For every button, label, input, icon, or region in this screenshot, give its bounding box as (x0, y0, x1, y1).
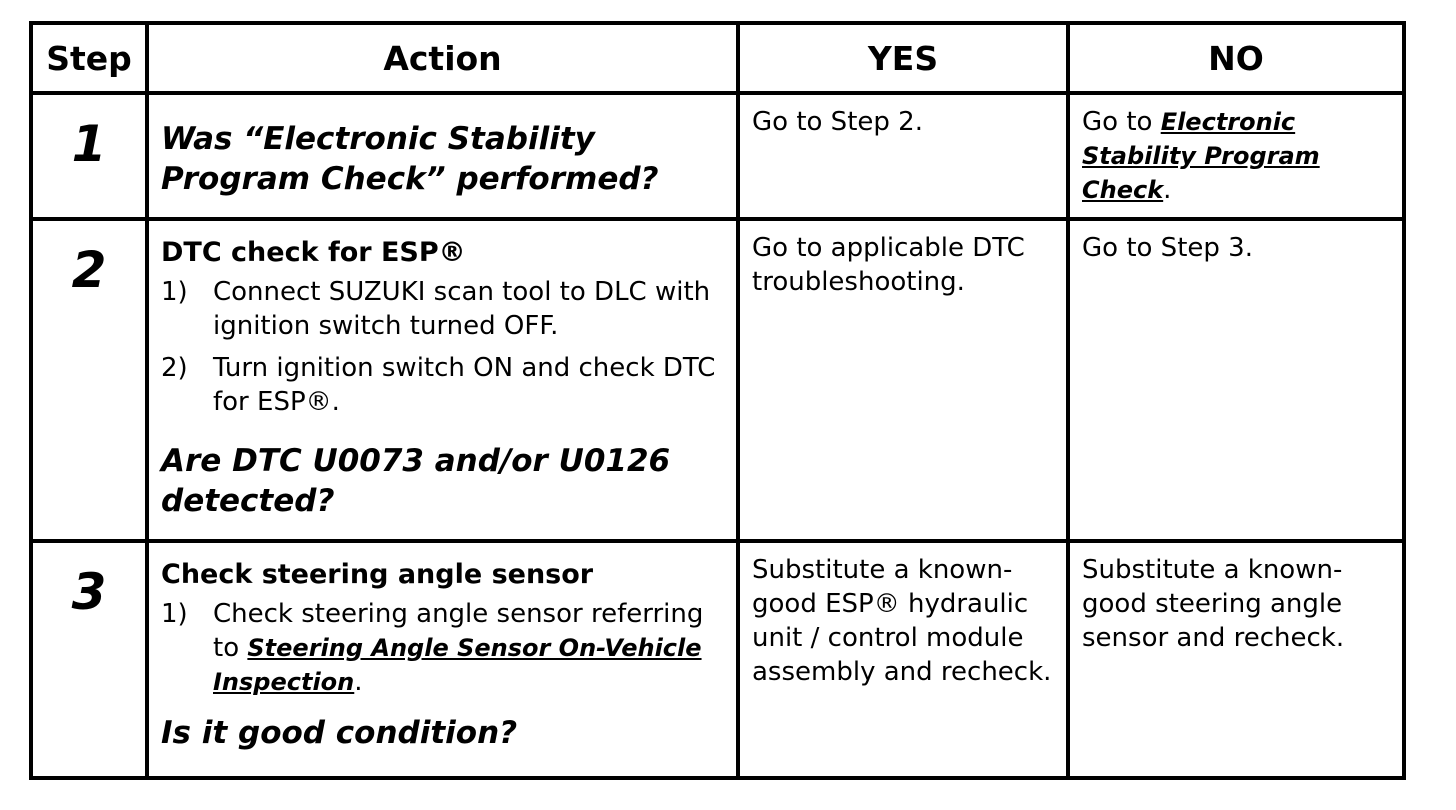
substep-item (161, 351, 724, 419)
header-yes: YES (738, 23, 1068, 93)
yes-cell (738, 93, 1068, 219)
yes-text: Substitute a known-good ESP® hydraulic unit / control module assembly and recheck. (752, 555, 1052, 687)
action-cell (147, 219, 738, 541)
question-text: Are DTC U0073 and/or U0126 detected? (161, 443, 671, 519)
header-row (31, 23, 1404, 93)
substep-text: Connect SUZUKI scan tool to DLC with ignition switch turned OFF. (213, 277, 711, 341)
action-heading: DTC check for ESP® (161, 237, 466, 268)
step-cell (31, 93, 147, 219)
substep-text: Check steering angle sensor referring to (213, 599, 704, 663)
esp-check-link[interactable]: Electronic Stability Program Check (1082, 108, 1320, 204)
question-text: Was “Electronic Stability Program Check” performed? (161, 121, 659, 197)
table-row (31, 219, 1404, 541)
substep-suffix: . (354, 667, 363, 697)
no-text: Go to Step 3. (1082, 233, 1253, 263)
substep-list (161, 275, 724, 419)
header-action: Action (147, 23, 738, 93)
substep-number: 1) (161, 599, 188, 629)
step-cell (31, 541, 147, 778)
question-text: Is it good condition? (161, 715, 518, 751)
yes-cell (738, 219, 1068, 541)
action-heading: Check steering angle sensor (161, 559, 594, 590)
action-cell (147, 541, 738, 778)
header-step: Step (31, 23, 147, 93)
substep-item (161, 597, 724, 699)
yes-text: Go to Step 2. (752, 107, 923, 137)
step-number: 2 (71, 241, 107, 299)
header-no: NO (1068, 23, 1404, 93)
steering-sensor-inspection-link[interactable]: Steering Angle Sensor On-Vehicle Inspection (213, 634, 702, 696)
substep-number: 1) (161, 277, 188, 307)
action-cell (147, 93, 738, 219)
table-row (31, 93, 1404, 219)
yes-cell (738, 541, 1068, 778)
no-cell (1068, 219, 1404, 541)
substep-text: Turn ignition switch ON and check DTC for ESP®. (213, 353, 716, 417)
substep-number: 2) (161, 353, 188, 383)
no-cell (1068, 541, 1404, 778)
table-row (31, 541, 1404, 778)
no-text-suffix: . (1163, 175, 1172, 205)
no-text: Substitute a known-good steering angle sensor and recheck. (1082, 555, 1345, 653)
step-number: 3 (71, 563, 107, 621)
substep-item (161, 275, 724, 343)
step-number: 1 (71, 115, 107, 173)
no-text-prefix: Go to (1082, 107, 1161, 137)
substep-list (161, 597, 724, 699)
diagnostic-table (29, 21, 1406, 780)
step-cell (31, 219, 147, 541)
yes-text: Go to applicable DTC troubleshooting. (752, 233, 1025, 297)
no-cell (1068, 93, 1404, 219)
